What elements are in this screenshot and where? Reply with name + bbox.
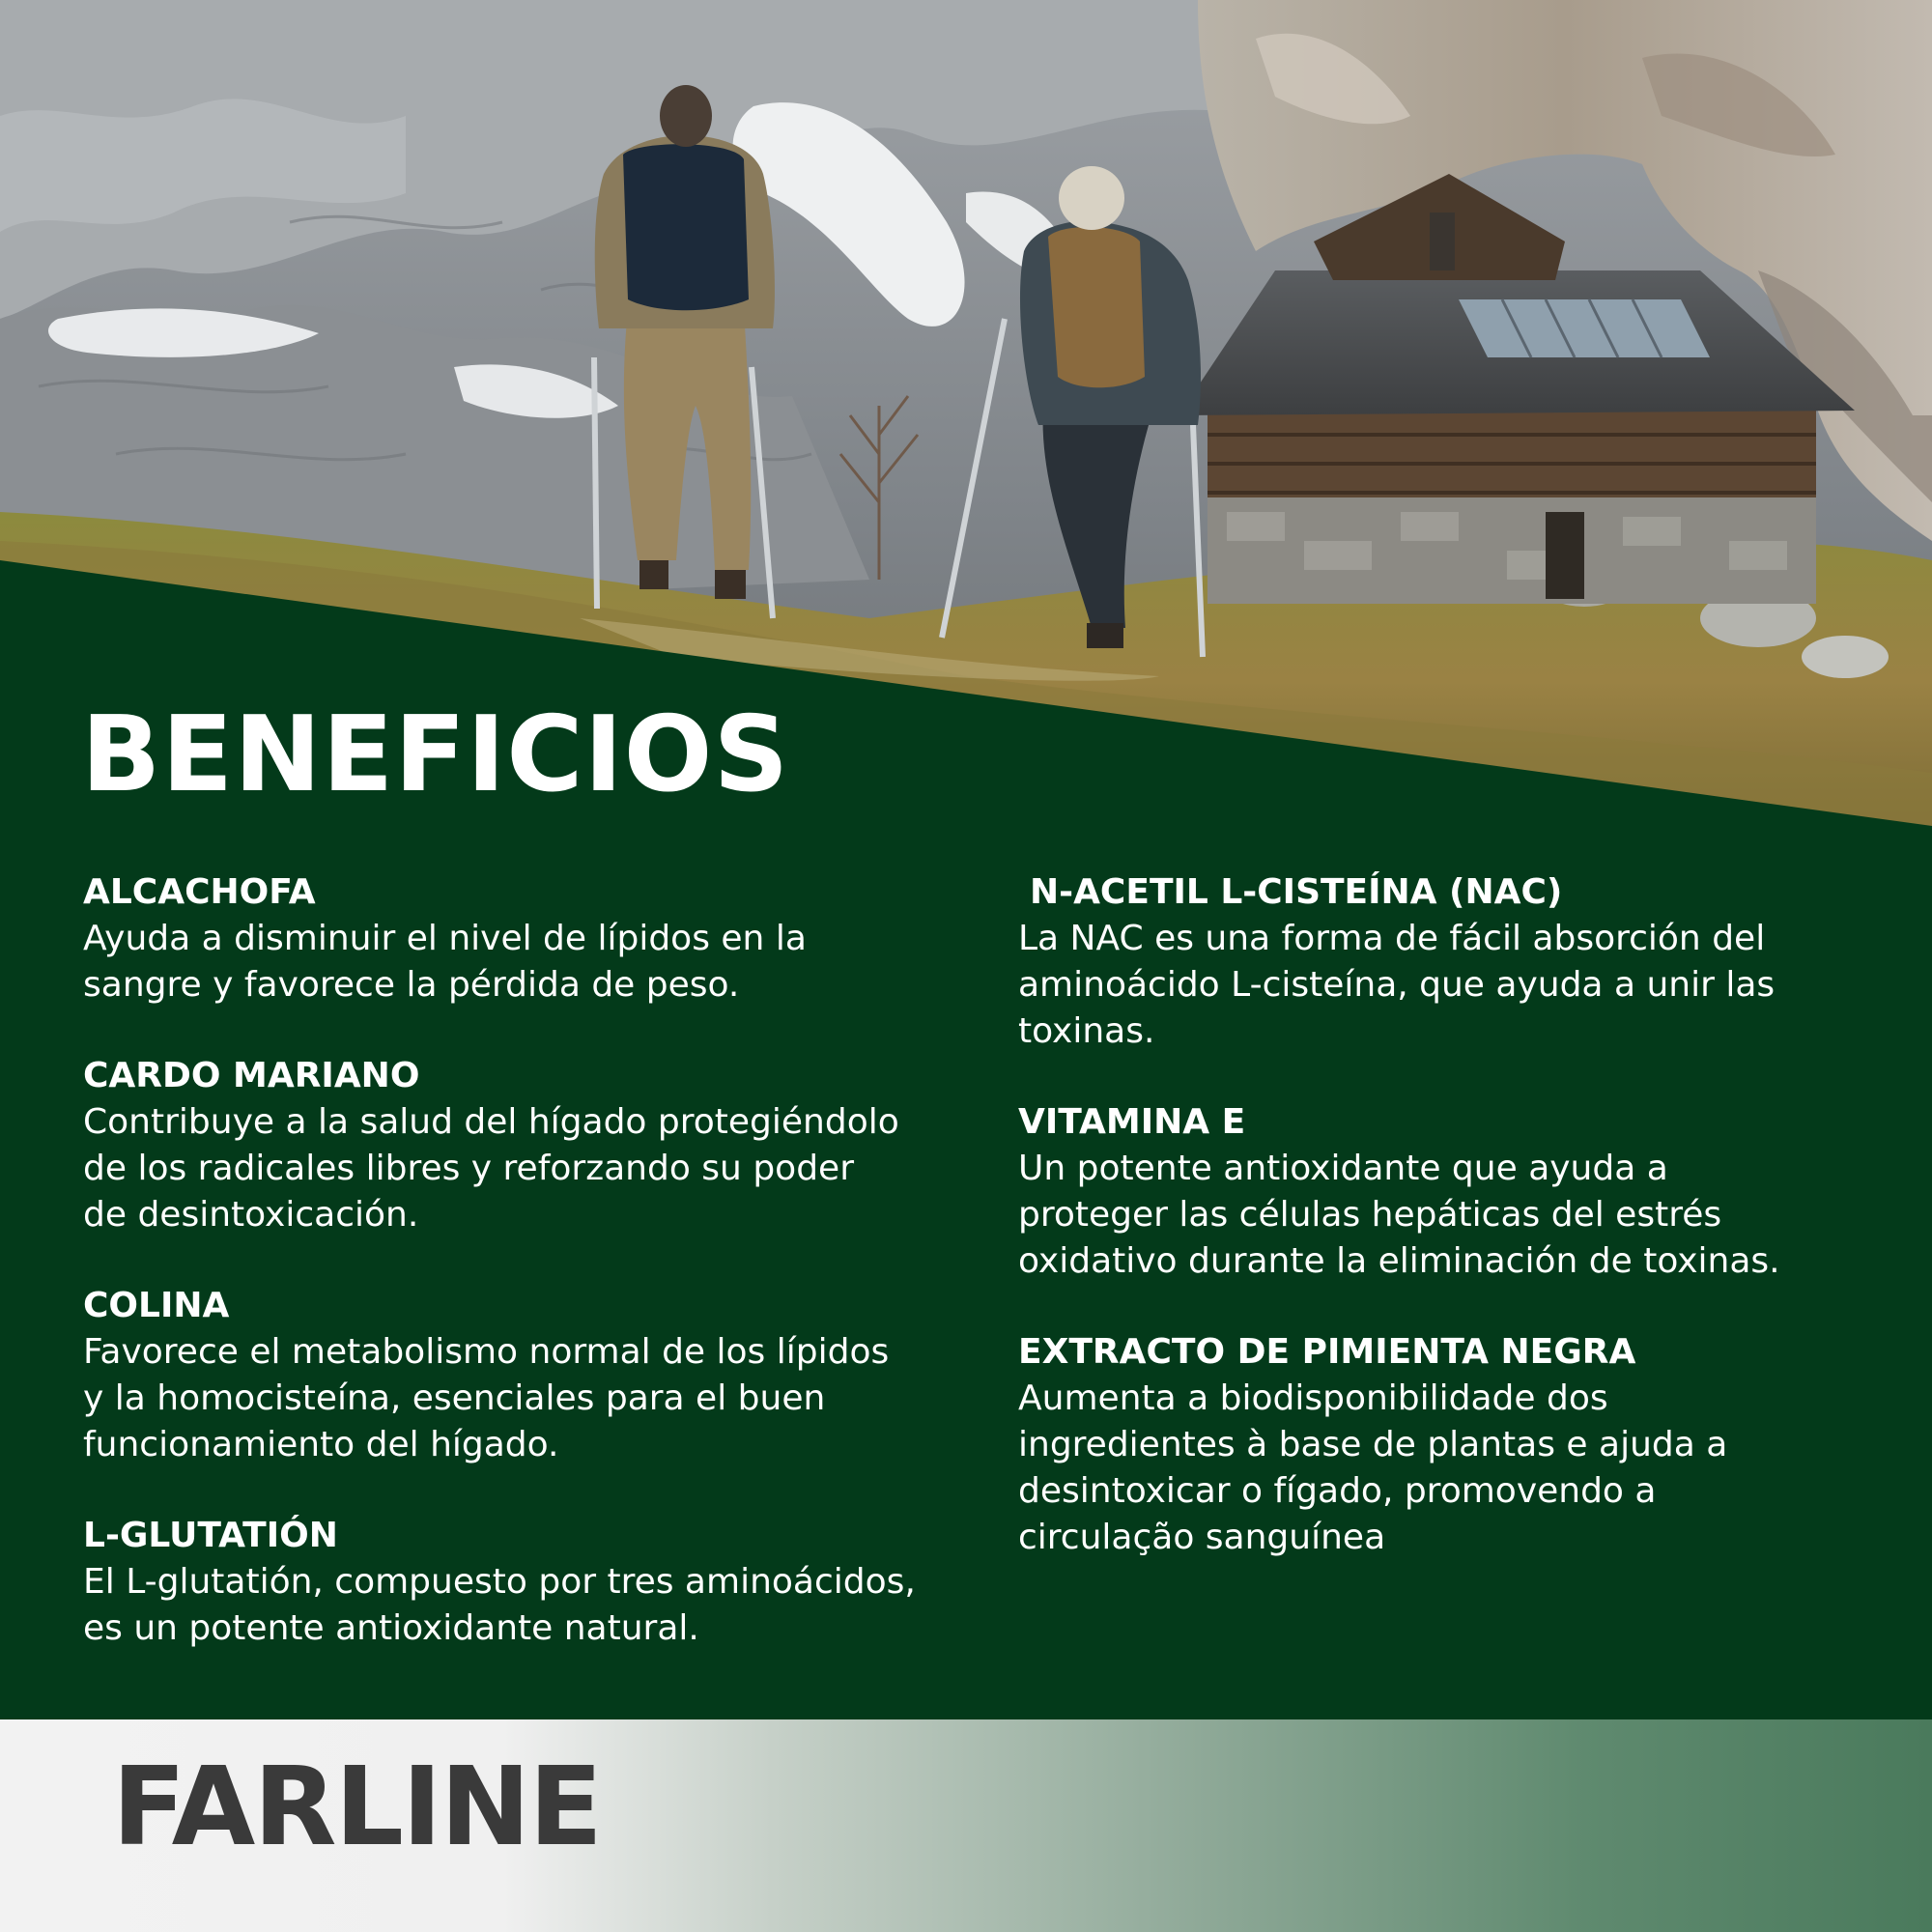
benefit-description: Aumenta a biodisponibilidade dos ingredientes à base de plantas e ajuda a desintoxicar o fígado, promovendo a circulação sanguínea (1018, 1378, 1728, 1557)
benefit-name: VITAMINA E (1018, 1102, 1246, 1142)
benefits-column-left (83, 869, 952, 1696)
benefit-name: ALCACHOFA (83, 872, 316, 912)
benefit-description: El L-glutatión, compuesto por tres aminoácidos, es un potente antioxidante natural. (83, 1562, 916, 1648)
benefit-name: N-ACETIL L-CISTEÍNA (NAC) (1030, 872, 1563, 912)
benefit-item (83, 1053, 952, 1238)
benefits-column-right (1018, 869, 1888, 1605)
benefit-description: Ayuda a disminuir el nivel de lípidos en la sangre y favorece la pérdida de peso. (83, 919, 807, 1005)
benefit-description: Favorece el metabolismo normal de los lípidos y la homocisteína, esenciales para el buen funcionamiento del hígado. (83, 1332, 890, 1464)
benefit-description: Contribuye a la salud del hígado protegiéndolo de los radicales libres y reforzando su poder de desintoxicación. (83, 1102, 899, 1235)
benefit-item (83, 1513, 952, 1652)
benefit-name: CARDO MARIANO (83, 1056, 420, 1095)
benefit-name: L-GLUTATIÓN (83, 1516, 338, 1555)
brand-footer (0, 1719, 1932, 1932)
benefit-description: La NAC es una forma de fácil absorción del aminoácido L-cisteína, que ayuda a unir las toxinas. (1018, 919, 1776, 1051)
benefit-item (1018, 1329, 1888, 1561)
benefit-item (1018, 869, 1888, 1055)
benefit-item (1018, 1099, 1888, 1285)
benefit-item (83, 869, 952, 1009)
benefit-name: EXTRACTO DE PIMIENTA NEGRA (1018, 1332, 1636, 1372)
benefit-item (83, 1283, 952, 1468)
benefit-name: COLINA (83, 1286, 230, 1325)
benefit-description: Un potente antioxidante que ayuda a proteger las células hepáticas del estrés oxidativo durante la eliminación de toxinas. (1018, 1149, 1780, 1281)
page-title: BENEFICIOS (81, 695, 790, 815)
brand-logo: FARLINE (112, 1745, 601, 1870)
